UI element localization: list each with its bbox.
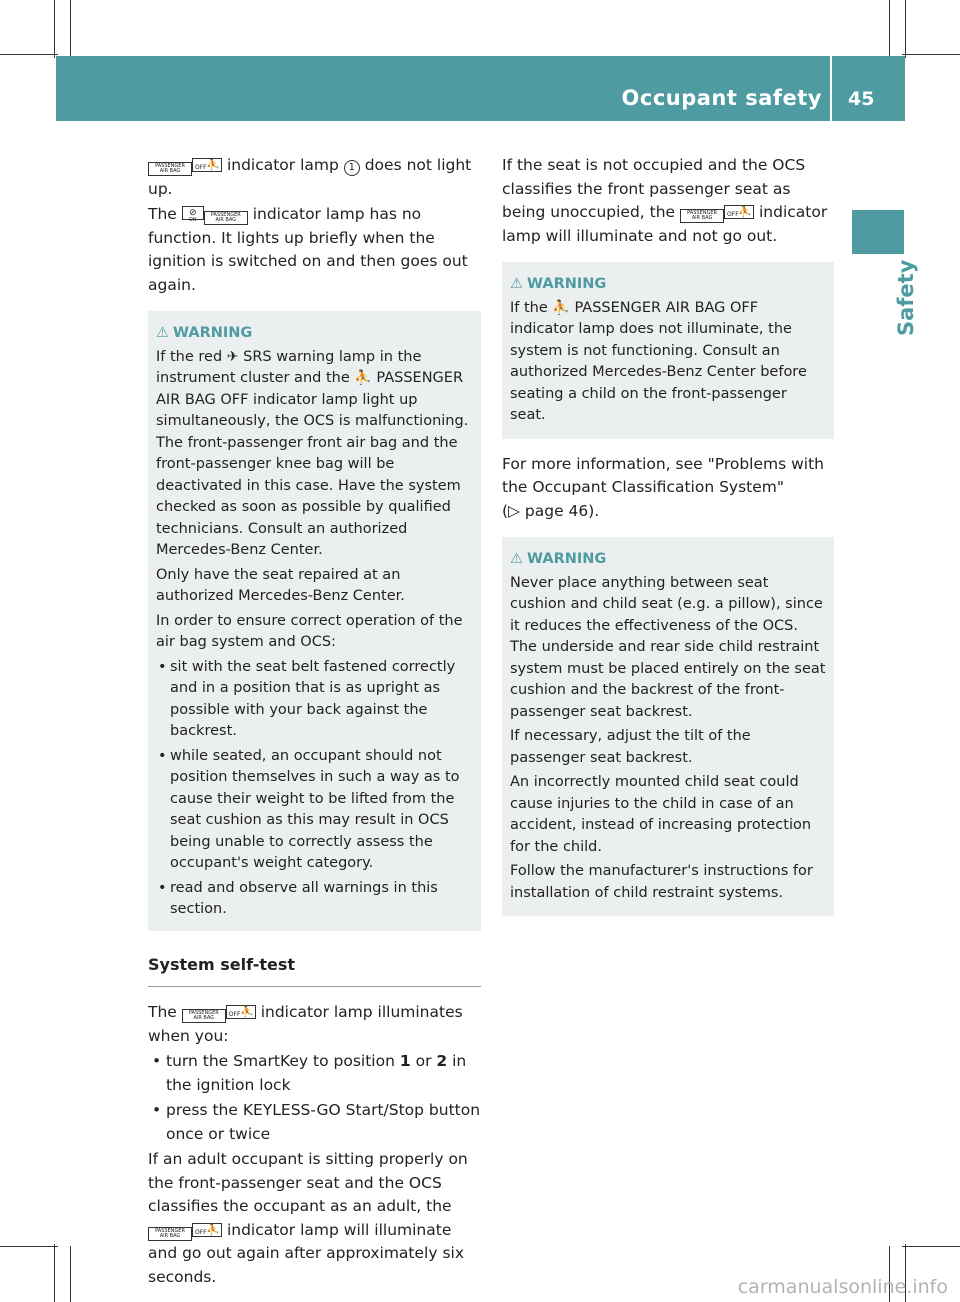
- crop-mark: [54, 0, 55, 58]
- paragraph: [148, 1001, 481, 1048]
- crop-mark: [70, 1246, 71, 1302]
- crop-mark: [902, 1246, 960, 1247]
- text: indicator lamp has no function. It lights up briefly when the ignition is switched on and then goes out again.: [148, 205, 468, 294]
- passenger-airbag-icon: PASSENGER AIR BAG: [148, 1227, 192, 1241]
- passenger-airbag-icon: PASSENGER AIR BAG: [182, 1009, 226, 1023]
- text: turn the SmartKey to position: [166, 1052, 395, 1070]
- side-tab-label: Safety: [894, 259, 918, 336]
- off-label: OFF: [727, 211, 739, 218]
- child-seat-icon: ⛹: [240, 1005, 254, 1018]
- warning-box: [148, 311, 481, 931]
- list-item: • while seated, an occupant should not position themselves in such a way as to cause their weight to be lifted from the seat cushion as this may result in OCS being unable to correctly assess the occupant's weight category.: [156, 746, 473, 875]
- airbag-off-icon: [724, 205, 754, 219]
- airbag-off-icon: [226, 1005, 256, 1019]
- warning-text: In order to ensure correct operation of the air bag system and OCS:: [156, 612, 463, 650]
- crop-mark: [0, 54, 58, 55]
- right-column: [502, 154, 834, 916]
- paragraph: For more information, see "Problems with the Occupant Classification System": [502, 454, 824, 496]
- off-label: OFF: [195, 1228, 207, 1236]
- side-tab-block: [852, 210, 904, 254]
- crop-mark: [905, 0, 906, 58]
- text: If an adult occupant is sitting properly on the front-passenger seat and the OCS classifies the occupant as an adult, the: [148, 1150, 468, 1215]
- warning-triangle-icon: ⚠: [510, 551, 523, 567]
- warning-heading: [510, 549, 826, 571]
- passenger-airbag-icon: PASSENGER AIR BAG: [204, 211, 248, 225]
- text: indicator lamp: [226, 156, 339, 174]
- page-header-title: Occupant safety: [621, 86, 822, 110]
- warning-heading: [156, 323, 473, 345]
- airbag-off-icon: [192, 158, 222, 172]
- passenger-airbag-icon: PASSENGER AIR BAG: [148, 162, 192, 176]
- off-label: OFF: [195, 164, 207, 171]
- text: indicator lamp illuminates when you:: [148, 1003, 463, 1045]
- paragraph: [148, 1148, 481, 1289]
- child-seat-icon: ⛹: [738, 205, 753, 218]
- list-item: • sit with the seat belt fastened correctly and in a position that is as upright as possible with your back against the backrest.: [156, 657, 473, 743]
- text: If the red: [156, 348, 223, 365]
- on-label: ON: [188, 217, 197, 223]
- warning-text: [156, 347, 473, 562]
- list-item: [148, 1050, 481, 1097]
- warning-text: Follow the manufacturer's instructions for installation of child restraint systems.: [510, 863, 813, 901]
- child-seat-icon: ⛹: [354, 370, 372, 386]
- warning-text: Only have the seat repaired at an authorized Mercedes-Benz Center.: [156, 566, 405, 604]
- srs-warning-lamp-icon: ✈: [226, 348, 239, 365]
- page-reference: (▷ page 46).: [502, 501, 600, 520]
- child-seat-icon: ⛹: [206, 1222, 220, 1236]
- text: or: [415, 1052, 432, 1070]
- warning-text: If necessary, adjust the tilt of the passenger seat backrest.: [510, 728, 751, 766]
- text: indicator lamp will illuminate and not go out.: [502, 203, 828, 245]
- text: If the: [510, 299, 548, 316]
- text: If the seat is not occupied and the OCS classifies the front passenger seat as being unoccupied, the: [502, 156, 806, 221]
- child-seat-icon: ⛹: [552, 299, 570, 316]
- text: The: [148, 1003, 177, 1021]
- key-position: 2: [436, 1052, 448, 1070]
- paragraph: [502, 154, 834, 248]
- warning-heading: [510, 274, 826, 296]
- side-tab: [852, 254, 918, 344]
- text: PASSENGER AIR BAG OFF indicator lamp light up simultaneously, the OCS is malfunctioning. The front-passenger front air bag and the front-passenger knee bag will be deactivated in this case. Have the system checked as soon as possible by qualified technicians. Consult an authorized Mercedes-Benz Center.: [156, 370, 469, 558]
- watermark: carmanualsonline.info: [737, 1276, 948, 1298]
- crop-mark: [902, 54, 960, 55]
- text: SRS warning lamp in the instrument cluster and the: [156, 348, 422, 386]
- airbag-off-icon: [192, 1223, 222, 1237]
- callout-1-icon: 1: [344, 160, 360, 176]
- paragraph: [148, 203, 481, 297]
- text: The: [148, 205, 177, 223]
- warning-triangle-icon: ⚠: [510, 276, 523, 292]
- child-seat-icon: ⛹: [206, 158, 220, 171]
- section-title: System self-test: [148, 953, 481, 988]
- text: PASSENGER AIR BAG OFF indicator lamp does not illuminate, the system is not functioning. Consult an authorized Mercedes-Benz Center before seating a child on the front-passenger seat.: [510, 299, 807, 423]
- text: indicator lamp will illuminate and go out again after approximately six seconds.: [148, 1220, 465, 1286]
- header-separator: [830, 56, 832, 121]
- paragraph: [148, 154, 481, 201]
- crop-mark: [889, 0, 890, 56]
- text: does not light up.: [148, 156, 472, 198]
- warning-box: [502, 537, 834, 916]
- warning-heading-text: WARNING: [527, 276, 607, 292]
- crop-mark: [54, 1244, 55, 1302]
- key-position: 1: [399, 1052, 411, 1070]
- list-item: • press the KEYLESS-GO Start/Stop button once or twice: [148, 1099, 481, 1146]
- warning-text: An incorrectly mounted child seat could cause injuries to the child in case of an accident, instead of increasing protection for the child.: [510, 774, 812, 855]
- off-label: OFF: [228, 1011, 241, 1018]
- warning-heading-text: WARNING: [173, 325, 253, 341]
- left-column: [148, 154, 481, 1289]
- crop-mark: [70, 0, 71, 56]
- text: in the ignition lock: [166, 1052, 467, 1094]
- seat-occupied-on-icon: ⊘ ON: [182, 206, 204, 220]
- warning-heading-text: WARNING: [527, 551, 607, 567]
- page-number: 45: [848, 88, 875, 110]
- passenger-airbag-icon: PASSENGER AIR BAG: [680, 209, 724, 223]
- list-item: • read and observe all warnings in this section.: [156, 878, 473, 921]
- warning-box: [502, 262, 834, 439]
- warning-text: [510, 298, 826, 427]
- crop-mark: [0, 1246, 58, 1247]
- warning-text: Never place anything between seat cushion and child seat (e.g. a pillow), since it reduces the effectiveness of the OCS. The underside and rear side child restraint system must be placed entirely on the seat cushion and the backrest of the front-passenger seat backrest.: [510, 574, 826, 720]
- warning-triangle-icon: ⚠: [156, 325, 169, 341]
